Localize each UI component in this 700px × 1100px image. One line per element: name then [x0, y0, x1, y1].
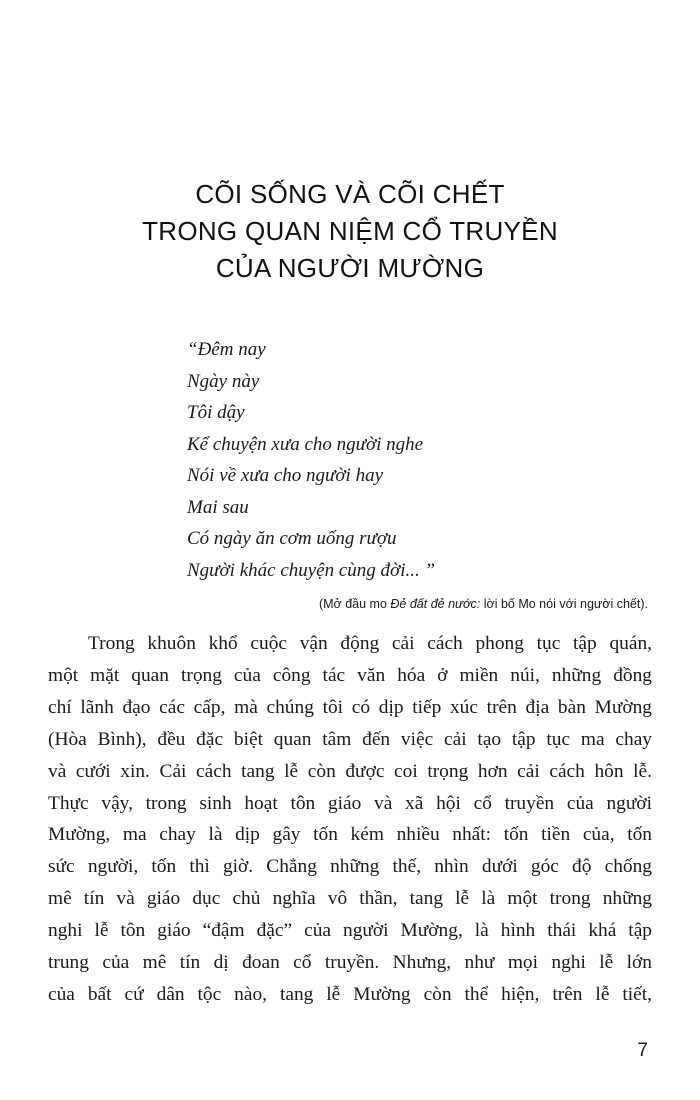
chapter-title-line-1: CÕI SỐNG VÀ CÕI CHẾT [195, 179, 505, 209]
chapter-title-line-3: CỦA NGƯỜI MƯỜNG [215, 253, 485, 283]
body-line: Trong khuôn khổ cuộc vận động cải cách phong tục tập quán, [88, 633, 652, 654]
poem-line: Tôi dậy [187, 402, 245, 423]
body-line: Thực vậy, trong sinh hoạt tôn giáo và xã hội cổ truyền của người [48, 792, 652, 814]
body-line: mê tín và giáo dục chủ nghĩa vô thần, tang lễ là một trong những [48, 888, 652, 910]
poem-line: Nói về xưa cho người hay [187, 465, 384, 486]
poem-line: Kể chuyện xưa cho người nghe [187, 433, 424, 455]
body-line: (Hòa Bình), đều đặc biệt quan tâm đến việc cải tạo tập tục ma chay [48, 728, 652, 750]
epigraph-poem [187, 334, 435, 586]
body-line: chí lãnh đạo các cấp, mà chúng tôi có dịp tiếp xúc trên địa bàn Mường [48, 696, 652, 718]
poem-line: Ngày này [187, 370, 260, 392]
source-prefix: (Mở đầu mo [318, 597, 391, 611]
poem-line: Người khác chuyện cùng đời... ” [187, 559, 436, 581]
body-line: trung của mê tín dị đoan cổ truyền. Nhưng, như mọi nghi lễ lớn [48, 952, 652, 974]
epigraph-source [319, 597, 648, 611]
poem-line: “Đêm nay [187, 339, 266, 360]
body-line: sức người, tốn thì giờ. Chẳng những thế, nhìn dưới góc độ chống [48, 856, 652, 878]
body-line: Mường, ma chay là dịp gây tốn kém nhiều nhất: tốn tiền của, tốn [48, 824, 652, 846]
source-suffix: lời bố Mo nói với người chết). [480, 597, 648, 611]
chapter-title [0, 176, 700, 287]
source-work-title: Đẻ đất đẻ nước: [390, 597, 481, 611]
body-line: của bất cứ dân tộc nào, tang lễ Mường còn thể hiện, trên lễ tiết, [48, 983, 652, 1005]
poem-line: Có ngày ăn cơm uống rượu [187, 528, 397, 549]
body-line: một mặt quan trọng của công tác văn hóa ở miền núi, những đồng [48, 664, 652, 686]
body-paragraph [48, 628, 652, 1011]
chapter-title-line-2: TRONG QUAN NIỆM CỔ TRUYỀN [142, 216, 558, 246]
poem-line: Mai sau [187, 496, 249, 518]
page-number: 7 [637, 1040, 648, 1061]
body-line: và cưới xin. Cải cách tang lễ còn được coi trọng hơn cải cách hôn lễ. [48, 760, 652, 782]
body-line: nghi lễ tôn giáo “đậm đặc” của người Mường, là hình thái khá tập [48, 920, 652, 942]
